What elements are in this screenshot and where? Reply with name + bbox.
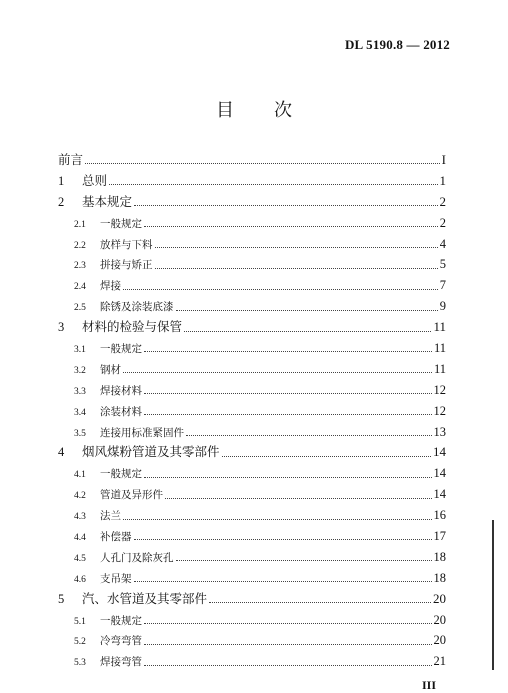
toc-entry-page: 16 [433,508,446,523]
toc-entry-number: 5.2 [74,637,86,648]
toc-entry-label: 烟风煤粉管道及其零部件 [82,444,220,460]
toc-entry-number: 3 [58,320,65,335]
toc-entry [58,296,446,317]
toc-leader-dots [155,246,438,248]
toc-entry-page: 20 [433,612,446,627]
toc-entry-label: 管道及异形件 [100,489,163,502]
toc-entry-label: 前言 [58,152,84,167]
toc-entry [58,442,446,463]
toc-entry-number: 2.2 [74,240,86,251]
toc-entry [58,547,446,568]
toc-entry [58,651,446,672]
toc-entry [58,317,446,338]
toc-entry [58,150,446,171]
toc-leader-dots [184,330,431,332]
toc-entry-page: 14 [433,466,446,481]
toc-entry-page: 21 [433,654,446,669]
toc-entry [58,338,446,359]
toc-entry [58,359,446,380]
page-folio: III [421,678,436,692]
toc-entry-page: 5 [439,257,446,272]
toc-entry-page: 18 [433,549,446,564]
toc-entry [58,610,446,631]
toc-entry-page: 2 [439,215,446,230]
toc-entry [58,568,446,589]
toc-entry [58,422,446,443]
toc-entry-number: 2.5 [74,303,86,314]
toc-entry [58,254,446,275]
toc-entry [58,630,446,651]
toc-leader-dots [144,476,432,478]
toc-entry-number: 4 [58,445,65,460]
toc-entry-page: 20 [433,633,446,648]
toc-entry-number: 4.2 [74,491,86,502]
toc-entry-label: 支吊架 [100,572,132,585]
toc-leader-dots [176,309,438,311]
toc-entry [58,213,446,234]
toc-entry-label: 一般规定 [100,614,142,627]
toc-entry-number: 2.3 [74,261,86,272]
toc-entry-label: 除锈及涂装底漆 [100,301,174,314]
toc-entry-number: 3.3 [74,386,86,397]
toc-leader-dots [144,392,432,394]
toc-entry-number: 3.5 [74,428,86,439]
toc-entry-page: I [441,152,446,167]
toc-entry-label: 人孔门及除灰孔 [100,551,174,564]
toc-entry-label: 补偿器 [100,531,132,544]
toc-entry-number: 1 [58,173,65,188]
toc-entry [58,380,446,401]
toc-entry-label: 焊接材料 [100,384,142,397]
toc-entry [58,234,446,255]
toc-entry-page: 18 [433,570,446,585]
toc-entry-label: 总则 [82,172,108,188]
toc-leader-dots [144,350,432,352]
toc-entry [58,505,446,526]
toc-entry-number: 2.1 [74,219,86,230]
toc-leader-dots [144,413,432,415]
toc-entry-label: 放样与下料 [100,238,153,251]
toc-entry-page: 11 [433,341,446,356]
toc-leader-dots [144,664,432,666]
toc-entry-page: 12 [433,403,446,418]
toc-leader-dots [209,601,431,603]
toc-entry [58,192,446,213]
toc-entry [58,526,446,547]
toc-leader-dots [176,559,432,561]
toc-entry-label: 一般规定 [100,217,142,230]
toc-entry [58,401,446,422]
toc-entry-number: 4.1 [74,470,86,481]
toc-entry-number: 5.3 [74,658,86,669]
toc-title: 目次 [216,100,332,121]
toc-entry-label: 冷弯弯管 [100,635,142,648]
toc-leader-dots [155,267,438,269]
toc-leader-dots [222,455,431,457]
toc-leader-dots [144,225,438,227]
scan-edge-mark [492,520,494,670]
toc-entry-page: 11 [433,319,446,335]
toc-leader-dots [134,538,432,540]
toc-entry [58,484,446,505]
toc-entry-number: 4.3 [74,512,86,523]
toc-entry-number: 3.2 [74,365,86,376]
toc-entry-page: 20 [433,590,446,606]
toc-entry-label: 法兰 [100,510,121,523]
toc-entry-label: 一般规定 [100,343,142,356]
toc-entry-label: 焊接 [100,280,121,293]
toc-leader-dots [123,288,438,290]
toc-entry-page: 4 [439,236,446,251]
toc-entry-number: 5 [58,591,65,606]
toc-leader-dots [134,580,432,582]
toc-entry-number: 2 [58,194,65,209]
toc-entry-page: 14 [433,487,446,502]
toc-entry-page: 9 [439,299,446,314]
toc-entry-label: 汽、水管道及其零部件 [82,590,208,606]
toc-entry [58,275,446,296]
toc-entry-page: 17 [433,529,446,544]
toc-leader-dots [165,497,432,499]
toc-leader-dots [144,622,432,624]
toc-entry-label: 连接用标准紧固件 [100,426,184,439]
toc-entry-label: 涂装材料 [100,405,142,418]
toc-entry-label: 拼接与矫正 [100,259,153,272]
document-code: DL 5190.8 — 2012 [344,37,450,52]
toc-entry [58,463,446,484]
toc-leader-dots [134,204,437,206]
toc-entry-page: 12 [433,382,446,397]
toc-entry-page: 2 [439,193,446,209]
toc-leader-dots [186,434,432,436]
toc-entry-number: 3.4 [74,407,86,418]
toc-entry-number: 5.1 [74,616,86,627]
toc-entry-page: 13 [433,424,446,439]
toc-entry-number: 2.4 [74,282,86,293]
table-of-contents [58,150,446,672]
toc-entry-label: 材料的检验与保管 [82,319,183,335]
toc-entry-number: 4.5 [74,553,86,564]
toc-leader-dots [85,162,440,164]
toc-entry-page: 7 [439,278,446,293]
toc-entry-label: 钢材 [100,363,121,376]
toc-leader-dots [109,183,437,185]
toc-entry-label: 基本规定 [82,193,133,209]
toc-entry-label: 一般规定 [100,468,142,481]
toc-entry-label: 焊接弯管 [100,656,142,669]
toc-entry [58,589,446,610]
toc-entry-number: 3.1 [74,345,86,356]
toc-leader-dots [144,643,432,645]
toc-entry-page: 14 [433,444,446,460]
toc-entry-number: 4.6 [74,574,86,585]
toc-leader-dots [123,371,432,373]
toc-entry-page: 1 [439,172,446,188]
toc-entry-page: 11 [433,361,446,376]
toc-leader-dots [123,518,432,520]
toc-entry-number: 4.4 [74,533,86,544]
toc-entry [58,171,446,192]
